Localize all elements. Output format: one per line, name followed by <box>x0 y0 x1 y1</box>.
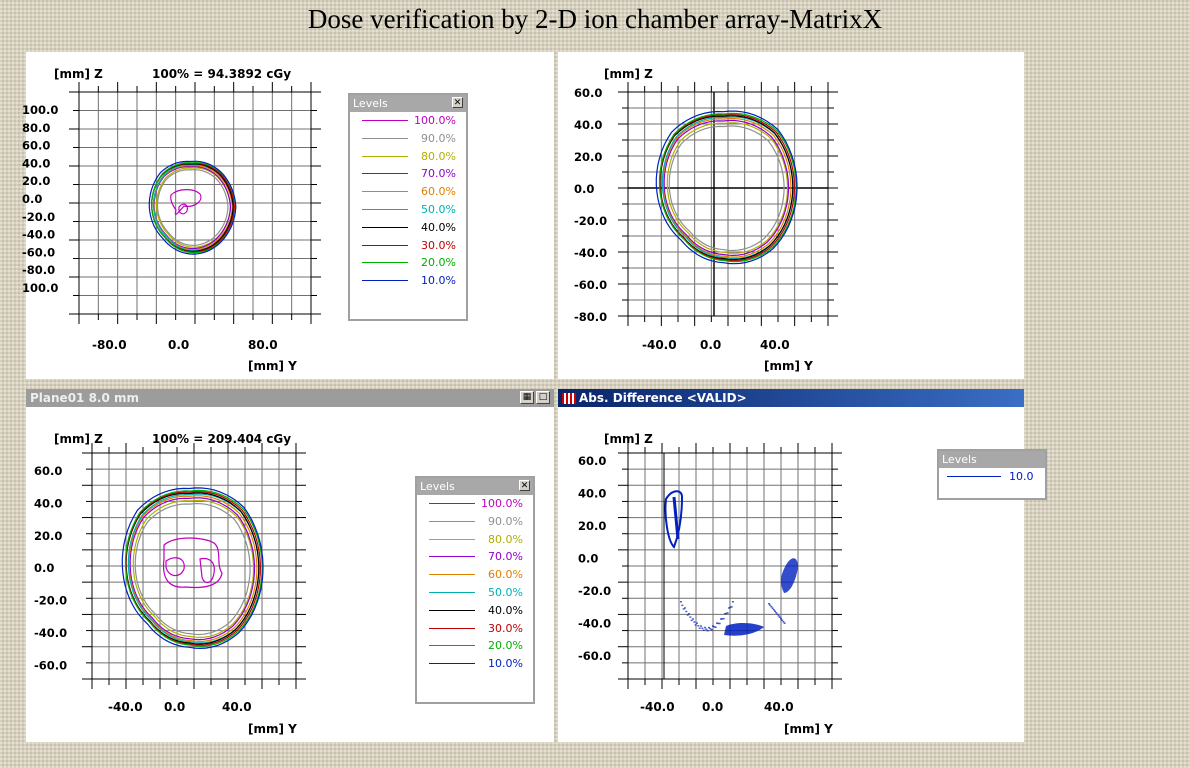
difference-point <box>719 623 721 625</box>
difference-point <box>700 625 702 627</box>
tick-label: 60.0 <box>34 464 63 478</box>
axis-label-y: [mm] Y <box>764 359 813 373</box>
levels-legend-top-left[interactable] <box>348 93 468 321</box>
difference-region <box>674 497 678 539</box>
tick-label: 0.0 <box>578 551 599 566</box>
difference-point <box>732 601 734 603</box>
close-icon[interactable]: ✕ <box>453 98 462 108</box>
tick-label: 0.0 <box>574 182 595 196</box>
level-row <box>417 655 533 673</box>
level-row <box>350 237 466 255</box>
tick-label: 40.0 <box>578 486 607 501</box>
levels-list <box>417 495 533 673</box>
tick-label: -60.0 <box>578 649 612 663</box>
difference-point <box>681 605 683 607</box>
dose-plot-panel-top-left[interactable] <box>22 52 554 379</box>
restore-icon[interactable]: □ <box>536 391 550 404</box>
window-title: Plane01 8.0 mm <box>30 391 140 405</box>
level-row <box>350 272 466 290</box>
contour-plot-top-left[interactable] <box>22 52 554 379</box>
levels-legend-plane01[interactable] <box>415 476 535 704</box>
level-row <box>417 566 533 584</box>
abs-difference-panel[interactable] <box>558 389 1034 742</box>
level-label: 100.0% <box>481 497 523 510</box>
tick-label: 40.0 <box>222 700 252 714</box>
tick-label: -20.0 <box>34 593 68 608</box>
levels-title: Levels <box>942 453 977 466</box>
levels-list <box>350 112 466 290</box>
difference-point <box>711 629 713 631</box>
dose-plot-panel-plane01[interactable] <box>26 389 554 742</box>
level-row <box>417 548 533 566</box>
axis-label-z: [mm] Z <box>54 432 103 446</box>
tick-label: 60.0 <box>574 86 603 100</box>
tick-label: 0.0 <box>34 561 55 576</box>
level-label: 30.0% <box>488 621 523 635</box>
level-label: 10.0% <box>488 657 523 671</box>
level-label: 90.0% <box>488 514 523 528</box>
difference-point <box>782 621 784 623</box>
tick-label: -40.0 <box>574 246 608 260</box>
difference-point <box>723 618 725 620</box>
level-label: 10.0% <box>421 274 456 288</box>
difference-point <box>697 625 699 627</box>
difference-point <box>704 627 706 629</box>
difference-point <box>770 606 772 608</box>
level-row <box>417 584 533 602</box>
levels-title: Levels <box>420 480 455 493</box>
axis-label-z: [mm] Z <box>604 432 653 446</box>
tick-label: -80.0 <box>574 310 608 324</box>
level-row <box>350 201 466 219</box>
level-label: 70.0% <box>421 167 456 181</box>
tick-label: 60.0 <box>22 138 51 153</box>
difference-point <box>691 620 693 622</box>
grid-icon[interactable]: ▦ <box>520 391 534 404</box>
level-label: 40.0% <box>421 220 456 234</box>
difference-point <box>688 613 690 615</box>
tick-label: -40.0 <box>22 227 56 242</box>
level-label: 70.0% <box>488 550 523 564</box>
tick-label: 40.0 <box>760 338 790 352</box>
isodose-contour-100 <box>179 204 188 214</box>
axis-label-y: [mm] Y <box>248 722 297 736</box>
level-label: 30.0% <box>421 238 456 252</box>
axis-label-z: [mm] Z <box>54 67 103 81</box>
level-label: 50.0% <box>488 585 523 599</box>
levels-legend-difference[interactable] <box>937 449 1047 500</box>
difference-point <box>780 618 782 620</box>
tick-label: 0.0 <box>22 192 43 206</box>
difference-point <box>692 618 694 620</box>
tick-label: -40.0 <box>34 626 68 640</box>
level-label: 40.0% <box>488 603 523 617</box>
dose-plot-panel-top-right[interactable] <box>558 52 1024 379</box>
level-value: 10.0 <box>1009 470 1034 483</box>
axis-label-y: [mm] Y <box>248 359 297 373</box>
difference-point <box>689 616 691 618</box>
difference-point <box>727 612 729 614</box>
level-row <box>350 130 466 148</box>
tick-label: -40.0 <box>642 338 677 352</box>
tick-label: -20.0 <box>574 214 608 228</box>
level-label: 50.0% <box>421 202 456 216</box>
tick-label: -20.0 <box>22 209 56 224</box>
level-row <box>350 112 466 130</box>
tick-label: -60.0 <box>22 245 56 260</box>
level-row <box>350 219 466 237</box>
difference-plot[interactable] <box>558 389 1024 742</box>
tick-label: 40.0 <box>574 118 603 132</box>
level-row <box>417 531 533 549</box>
difference-point <box>696 622 698 624</box>
tick-label: -40.0 <box>108 700 143 714</box>
tick-label: 20.0 <box>578 519 607 533</box>
level-row <box>417 602 533 620</box>
difference-point <box>774 611 776 613</box>
tick-label: -20.0 <box>578 584 612 598</box>
axis-label-z: [mm] Z <box>604 67 653 81</box>
tick-label: 0.0 <box>702 700 724 714</box>
tick-label: -60.0 <box>574 278 608 292</box>
tick-label: 20.0 <box>574 150 603 164</box>
contour-plot-top-right[interactable] <box>558 52 1024 379</box>
level-row <box>350 148 466 166</box>
level-label: 100.0% <box>414 114 456 127</box>
difference-point <box>715 627 717 629</box>
tick-label: 0.0 <box>168 338 190 352</box>
level-label: 60.0% <box>488 568 523 582</box>
difference-point <box>680 601 682 603</box>
level-label: 80.0% <box>421 149 456 163</box>
difference-point <box>775 612 777 614</box>
difference-point <box>731 606 733 608</box>
tick-label: 100.0 <box>22 103 59 117</box>
tick-label: 100.0 <box>22 281 59 295</box>
level-label: 20.0% <box>488 639 523 653</box>
level-label: 80.0% <box>488 532 523 546</box>
tick-label: -60.0 <box>34 658 68 673</box>
dose-normalization: 100% = 209.404 cGy <box>152 432 292 446</box>
difference-point <box>703 629 705 631</box>
difference-region <box>781 558 798 593</box>
tick-label: 80.0 <box>22 120 51 135</box>
level-label: 90.0% <box>421 131 456 145</box>
axis-label-y: [mm] Y <box>784 722 833 736</box>
level-row <box>417 513 533 531</box>
level-row <box>350 254 466 272</box>
isodose-contour-100 <box>166 558 184 576</box>
difference-point <box>693 621 695 623</box>
level-label: 60.0% <box>421 185 456 199</box>
tick-label: -80.0 <box>22 263 56 278</box>
slide-title: Dose verification by 2-D ion chamber array-MatrixX <box>307 4 883 34</box>
level-row <box>939 468 1045 486</box>
level-row <box>417 495 533 513</box>
tick-label: 20.0 <box>22 174 51 189</box>
tick-label: 40.0 <box>34 496 63 511</box>
tick-label: 0.0 <box>164 700 186 714</box>
level-row <box>350 165 466 183</box>
difference-point <box>773 609 775 611</box>
difference-point <box>769 605 771 607</box>
difference-point <box>772 608 774 610</box>
dose-normalization: 100% = 94.3892 cGy <box>152 67 292 81</box>
tick-label: -40.0 <box>640 700 675 714</box>
difference-point <box>707 630 709 632</box>
window-title: Abs. Difference <VALID> <box>579 391 747 405</box>
difference-point <box>778 615 780 617</box>
tick-label: 40.0 <box>764 700 794 714</box>
level-label: 20.0% <box>421 256 456 270</box>
level-row <box>417 620 533 638</box>
levels-title: Levels <box>353 97 388 110</box>
difference-point <box>784 623 786 625</box>
tick-label: -40.0 <box>578 616 612 631</box>
difference-point <box>781 620 783 622</box>
difference-point <box>776 614 778 616</box>
tick-label: 60.0 <box>578 454 607 468</box>
tick-label: 80.0 <box>248 338 278 352</box>
isodose-contour <box>130 498 254 640</box>
level-row <box>350 183 466 201</box>
difference-point <box>768 603 770 605</box>
difference-point <box>685 611 687 613</box>
tick-label: 0.0 <box>700 338 722 352</box>
difference-point <box>684 607 686 609</box>
difference-point <box>699 627 701 629</box>
isodose-contour-100 <box>200 559 214 583</box>
difference-point <box>779 617 781 619</box>
tick-label: 40.0 <box>22 156 51 171</box>
difference-point <box>705 628 707 630</box>
level-row <box>417 637 533 655</box>
difference-point <box>695 624 697 626</box>
tick-label: 20.0 <box>34 528 63 543</box>
close-icon[interactable]: ✕ <box>520 481 529 491</box>
difference-point <box>701 627 703 629</box>
tick-label: -80.0 <box>92 338 127 352</box>
difference-region <box>724 623 764 636</box>
